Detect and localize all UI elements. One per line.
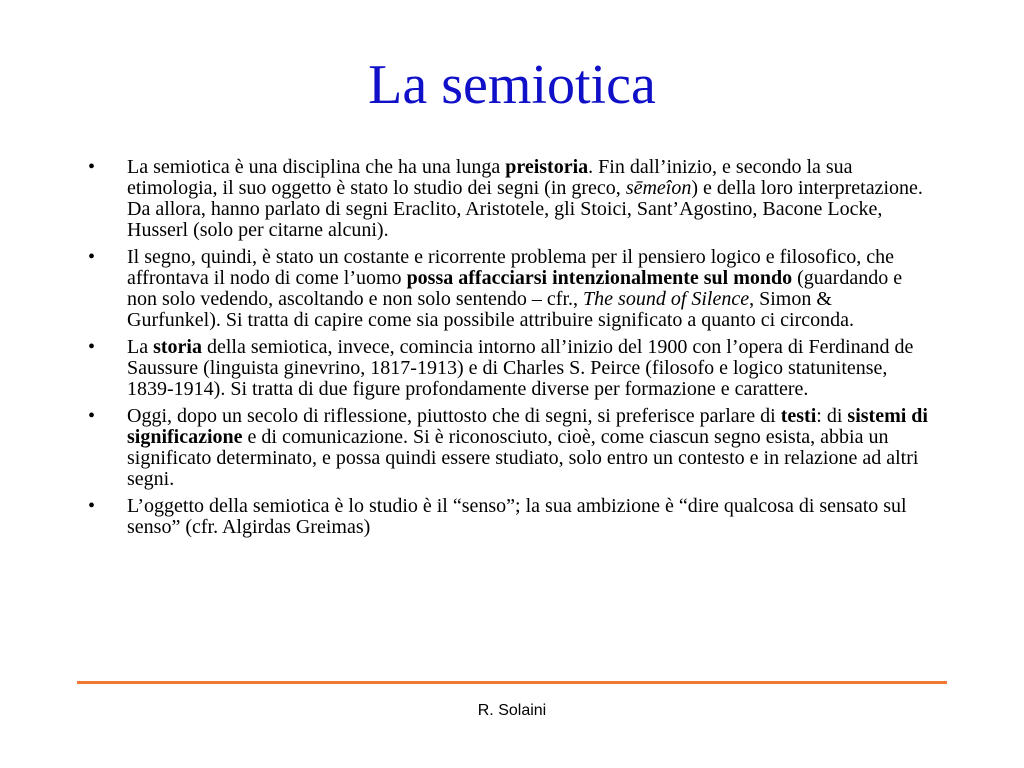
text-run: : di bbox=[816, 405, 848, 427]
text-run: La bbox=[127, 336, 154, 358]
bullet-list bbox=[88, 157, 928, 544]
bullet-text bbox=[127, 156, 923, 241]
italic-run: The sound of Silence bbox=[583, 288, 750, 310]
bullet-text bbox=[127, 336, 913, 400]
text-run: della semiotica, invece, comincia intorno all’inizio del 1900 con l’opera di Ferdinand de Saussure (linguista ginevrino, 1817-1913) e di Charles S. Peirce (filosofo e logico statunitense, 1839-1914). Si tratta di due figure profondamente diverse per formazione e carattere. bbox=[127, 336, 914, 400]
bullet-text bbox=[127, 405, 928, 490]
bullet-marker: • bbox=[88, 405, 96, 427]
bullet-item bbox=[88, 157, 928, 241]
text-run: Il segno, quindi, è stato un costante e ricorrente problema per il pensiero logico e filosofico, che affrontava il nodo di come l’uomo bbox=[127, 246, 894, 289]
bold-run: preistoria bbox=[505, 156, 589, 178]
footer-divider bbox=[77, 681, 947, 684]
bold-run: storia bbox=[153, 336, 202, 358]
italic-run: sēmeîon bbox=[625, 177, 692, 199]
bullet-item bbox=[88, 337, 928, 400]
bullet-marker: • bbox=[88, 495, 96, 517]
bullet-marker: • bbox=[88, 156, 96, 178]
bold-run: sistemi di significazione bbox=[127, 405, 928, 448]
bullet-item bbox=[88, 247, 928, 331]
text-run: L’oggetto della semiotica è lo studio è il “senso”; la sua ambizione è “dire qualcosa di sensato sul senso” (cfr. Algirdas Greimas) bbox=[127, 495, 907, 538]
text-run: (guardando e non solo vedendo, ascoltando e non solo sentendo – cfr., bbox=[127, 267, 903, 310]
text-run: Oggi, dopo un secolo di riflessione, piuttosto che di segni, si preferisce parlare di bbox=[127, 405, 781, 427]
slide-title: La semiotica bbox=[368, 54, 656, 116]
bold-run: testi bbox=[780, 405, 817, 427]
text-run: La semiotica è una disciplina che ha una lunga bbox=[127, 156, 506, 178]
text-run: ) e della loro interpretazione. Da allora, hanno parlato di segni Eraclito, Aristotele, gli Stoici, Sant’Agostino, Bacone Locke, Husserl (solo per citarne alcuni). bbox=[127, 177, 923, 241]
text-run: e di comunicazione. Si è riconosciuto, cioè, come ciascun segno esista, abbia un significato determinato, e possa quindi essere studiato, solo entro un contesto e in relazione ad altri segni. bbox=[127, 426, 919, 490]
text-run: , Simon & Gurfunkel). Si tratta di capire come sia possibile attribuire significato a quanto ci circonda. bbox=[127, 288, 854, 331]
bullet-marker: • bbox=[88, 336, 96, 358]
bullet-item bbox=[88, 496, 928, 538]
bullet-item bbox=[88, 406, 928, 490]
bullet-text bbox=[127, 246, 902, 331]
footer-author: R. Solaini bbox=[477, 702, 547, 719]
bold-run: possa affacciarsi intenzionalmente sul mondo bbox=[406, 267, 793, 289]
bullet-marker: • bbox=[88, 246, 96, 268]
bullet-text bbox=[127, 495, 907, 538]
text-run: . Fin dall’inizio, e secondo la sua etimologia, il suo oggetto è stato lo studio dei segni (in greco, bbox=[127, 156, 853, 199]
